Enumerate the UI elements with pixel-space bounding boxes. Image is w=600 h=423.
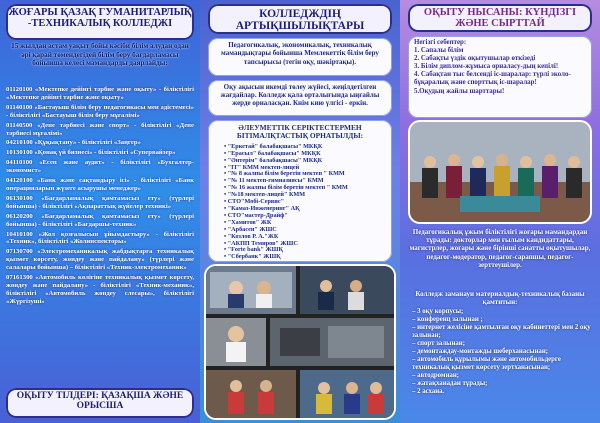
photo-collage-image: [206, 266, 394, 418]
reason-item: 5.Оқудың жайлы шарттары!: [414, 87, 505, 95]
advantages-title: КОЛЛЕДЖДІҢ АРТЫҚШЫЛЫҚТАРЫ: [235, 8, 365, 33]
base-item: – конференц залынан ;: [412, 316, 483, 323]
program-item: 01140100 «Бастауыш білім беру педагогикасы мен әдістемесі» - біліктілігі «Бастауыш білім беру мұғалімі»: [6, 103, 194, 119]
base-list: [412, 308, 592, 396]
reason-item: 4. Сабақтан тыс белсенді іс-шаралар: түрлі эколо-бұқаралық және спорттық іс-шаралар!: [414, 71, 571, 87]
reason-item: 3. Білім диплом-жұмыса орналасу-дың кепілі!: [414, 63, 559, 71]
program-item: 10410100 «Жол қозғалысын ұйымдастыру» - біліктілігі «Техник», біліктілігі «Жолинспекторы»: [6, 230, 194, 246]
program-item: 10130100 «Қонақ үй бизнесі» - біліктілігі «Супервайзер»: [6, 149, 176, 157]
partner-item: • "Козлов Р. А."ЖК: [224, 234, 386, 241]
advantage-box-1: [208, 38, 392, 76]
left-panel: [0, 0, 200, 423]
group-photo: [410, 122, 590, 222]
program-item: 07130700 «Электромеханикалық жабдықтарға техникалық қызмет көрсету, жөндеу және пайдалану» (түрлері және салалары бойынша) – біліктілігі «Техник-электромеханик»: [6, 248, 194, 272]
base-item: – 3 оқу корпусы;: [412, 308, 464, 315]
program-item: 04120100 «Банк және сақтандыру ісі» - біліктілігі «Банк операцияларын жүзеге асырушы менеджер»: [6, 177, 194, 192]
base-item: – жатақханадан тұрады;: [412, 380, 488, 387]
partner-item: • СТО"мастер-Драйф": [224, 213, 386, 220]
program-item: 06120200 «Бағдарламалық қамтамасыз ету» (түрлері бойынша) - біліктілігі «Бағдаршы-техник»: [6, 212, 194, 228]
base-item: – автодромнан;: [412, 372, 460, 379]
reasons-box: [408, 36, 592, 118]
partner-item: • "Әнтерім" балабақшасы" МКҚК: [224, 158, 386, 165]
programs-list: [6, 86, 194, 352]
base-title: Колледж заманауи материалдық-техникалық базаны қамтитын:: [415, 290, 585, 307]
group-photo-image: [410, 122, 590, 222]
program-item: 01120100 «Мектепке дейінгі тәрбие және оқыту» - біліктілігі «Мектепке дейінгі тәрбие және оқыту»: [6, 86, 194, 101]
partner-item: • "№18 мектеп-лицей" КММ: [224, 192, 386, 199]
partner-item: • СТО"Мобі-Сервис": [224, 199, 386, 206]
reason-item: 1. Сапалы білім: [414, 47, 464, 55]
languages-banner: [6, 388, 194, 418]
advantage-text-2: Оқу ақысын икемді төлеу жүйесі, жеңілдетілген жағдайлар. Колледж қала орталығында ыңғайлы жерде орналасқан. Кнім кию үлгісі - еркін.: [220, 83, 380, 108]
college-title: ЖОҒАРЫ ҚАЗАҚ ГУМАНИТАРЛЫҚ -ТЕХНИКАЛЫҚ КОЛЛЕДЖІ: [8, 7, 192, 30]
middle-panel: [200, 0, 400, 423]
program-item: 04210100 «Құқықтану» - біліктілігі «Заңгер»: [6, 139, 141, 147]
base-item: – 2 асхана.: [412, 388, 445, 395]
base-item: – спорт залынан;: [412, 340, 465, 347]
right-panel: [400, 0, 600, 423]
partner-item: • "Forte bank" ЖШҚ: [224, 247, 386, 254]
partners-box: [208, 120, 392, 262]
partner-item: • "Еркетай" балабақшасы" МКҚК: [224, 144, 386, 151]
base-item: – демонтаждау-монтажды шеберханасынан;: [412, 348, 549, 355]
advantage-box-2: [208, 80, 392, 116]
reason-item: 2. Сабақты үздік оқытушылар өткізеді: [414, 55, 536, 63]
partners-list: [214, 144, 386, 261]
program-item: 01140500 «Дене тәрбиесі және спорт» - біліктілігі «Дене тәрбиесі мұғалімі»: [6, 121, 194, 137]
college-title-banner: [6, 4, 194, 40]
partners-title: ӘЛЕУМЕТТІК СЕРІКТЕСТЕРМЕН БІТІМАЛҚТАСТЫҚ ОРНАТЫЛДЫ:: [236, 123, 364, 141]
photo-collage: [206, 266, 394, 418]
base-item: – интернет желісіне қамтылған оқу кабинеттері мен 2 оқу залынан;: [412, 324, 591, 339]
program-item: 07161300 «Автомобиль көлігіне техникалық қызмет көрсету, жөндеу және пайдалану» - біліктілігі «Техник-механик», біліктілігі «Автомобиль жөндеу слесары», біліктілігі «Жүргізуші»: [6, 274, 194, 305]
base-item: – автомобиль құрылымы және автомобильдерге техникалық қызмет көрсету зертханасынан;: [412, 356, 561, 371]
program-item: 06130100 «Бағдарламалық қамтамасыз ету» (түрлері бойынша) - біліктілігі «Ақпараттық жүйелер техникі»: [6, 194, 194, 210]
college-intro: 15 жылдан астам уақыт бойы кәсіби білім алудан одан әрі қарай төмендегідей білім беру бағдарламасы бойынша келесі мамандарды даярлайды:: [11, 42, 189, 68]
partner-item: • "№ 11 мектеп-гимназиясы" КММ: [224, 178, 386, 185]
partner-item: • "Арбасен" ЖШС: [224, 227, 386, 234]
study-form-banner: [408, 4, 592, 32]
program-item: 04110100 «Есеп және аудит» - біліктілігі «Бухгалтер-экономист»: [6, 159, 194, 175]
partner-item: • "№ 16 жалпы білім беретін мектеп " КММ: [224, 185, 386, 192]
partner-item: • "№ 8 жалпы білім беретін мектеп " КММ: [224, 171, 386, 178]
languages-title: ОҚЫТУ ТІЛДЕРІ: ҚАЗАҚША ЖӘНЕ ОРЫСША: [16, 391, 184, 411]
partner-item: • "IT" КММ мектеп-лицей: [224, 165, 386, 172]
advantage-text-1: Педагогикалық, экономикалық, техникалық мамандықтары бойынша Мемлекеттік білім беру тапсырысы (тегін оқу, шәкіртақы).: [221, 41, 379, 66]
advantages-banner: [208, 4, 392, 34]
partner-item: • "Камаз-Инженеринг" АҚ: [224, 206, 386, 213]
study-form-title: ОҚЫТУ НЫСАНЫ: КҮНДІЗГІ ЖӘНЕ СЫРТТАЙ: [423, 7, 577, 30]
partner-item: • "Хамитов" ЖК: [224, 220, 386, 227]
staff-description: Педагогикалық ұжым біліктілігі жоғары мамандардан тұрады: докторлар мен ғылым кандидаттары, магистрлер, жоғары және бірінші санатты оқытушылар, педагог-модератор, педагог-сарапшы, педагог-зерттеушілер.: [409, 228, 591, 269]
reasons-title: Негізгі себептер:: [414, 39, 467, 46]
partner-item: • "Сбербанк" ЖШҚ: [224, 254, 386, 261]
partner-item: • "АКПП Темиров" ЖШС: [224, 241, 386, 248]
partner-item: • "Ерасыл" балабақшасы" МКҚК: [224, 151, 386, 158]
